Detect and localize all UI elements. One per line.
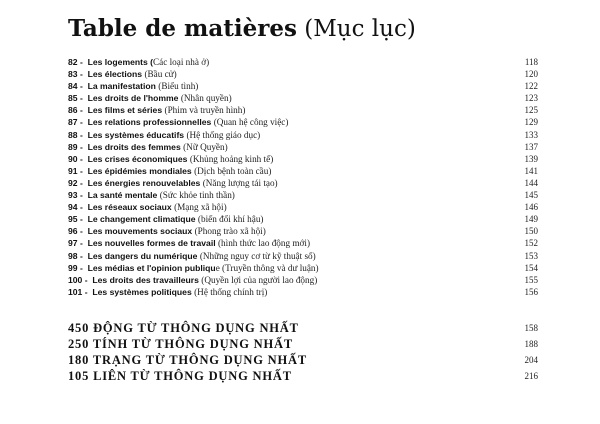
entry-title-vietnamese: e (Truyền thông và dư luận) — [215, 262, 319, 273]
section-page-number: 158 — [524, 323, 538, 333]
entry-title-vietnamese: (biến đổi khí hậu) — [197, 214, 264, 225]
toc-entry[interactable] — [68, 165, 538, 177]
entry-number: 85 - — [68, 93, 83, 104]
entry-page-number: 118 — [524, 57, 538, 67]
section-page-number: 216 — [524, 371, 538, 381]
entry-title-vietnamese: Các loại nhà ở) — [153, 57, 210, 67]
entry-number: 82 - — [68, 57, 83, 67]
entry-page-number: 156 — [524, 286, 538, 297]
entry-title-vietnamese: (hình thức lao động mới) — [218, 238, 311, 249]
entry-number: 89 - — [68, 141, 83, 152]
entry-number: 83 - — [68, 69, 83, 80]
toc-entry[interactable] — [68, 68, 538, 80]
entry-number: 99 - — [68, 262, 83, 273]
vocabulary-section-entry[interactable] — [68, 368, 538, 384]
entry-number: 95 - — [68, 214, 83, 225]
toc-entry[interactable] — [68, 225, 538, 237]
entry-number: 97 - — [68, 238, 83, 249]
entry-page-number: 152 — [524, 238, 538, 249]
entry-title-french: Le changement climatique — [87, 214, 196, 225]
entry-title-french: Les relations professionnelles — [87, 117, 212, 128]
toc-entry[interactable] — [68, 201, 538, 213]
toc-entry[interactable] — [68, 56, 538, 68]
section-label: 105 LIÊN TỪ THÔNG DỤNG NHẤT — [68, 369, 292, 383]
entry-title-vietnamese: (Hệ thống giáo dục) — [186, 129, 261, 140]
title-vietnamese: (Mục lục) — [304, 16, 416, 42]
entry-title-french: Les droits de l'homme — [87, 93, 179, 104]
toc-entry[interactable] — [68, 116, 538, 128]
entry-title-vietnamese: (Những nguy cơ từ kỹ thuật số) — [199, 250, 316, 261]
entry-number: 86 - — [68, 105, 83, 116]
entry-page-number: 144 — [524, 177, 538, 188]
entry-page-number: 120 — [524, 69, 538, 80]
entry-page-number: 133 — [524, 129, 538, 140]
entry-page-number: 129 — [524, 117, 538, 128]
entry-title-french: Les nouvelles formes de travail — [87, 238, 216, 249]
vocabulary-section-list — [68, 320, 538, 384]
entry-page-number: 150 — [524, 226, 538, 237]
entry-title-french: Les systèmes éducatifs — [87, 129, 185, 140]
entry-number: 91 - — [68, 165, 83, 176]
entry-number: 101 - — [68, 286, 88, 297]
entry-page-number: 155 — [524, 274, 538, 285]
entry-page-number: 125 — [524, 105, 538, 116]
toc-entry-list — [68, 56, 538, 298]
entry-title-vietnamese: (Khủng hoảng kinh tế) — [189, 153, 274, 164]
vocabulary-section-entry[interactable] — [68, 336, 538, 352]
section-label: 250 TÍNH TỪ THÔNG DỤNG NHẤT — [68, 337, 293, 351]
entry-page-number: 141 — [524, 165, 538, 176]
entry-title-vietnamese: (Biểu tình) — [158, 81, 199, 92]
entry-title-french: Les droits des travailleurs — [92, 274, 199, 285]
entry-number: 93 - — [68, 190, 83, 201]
vocabulary-section-entry[interactable] — [68, 320, 538, 336]
entry-title-vietnamese: (Hệ thống chính trị) — [194, 286, 268, 297]
section-page-number: 204 — [524, 355, 538, 365]
entry-number: 92 - — [68, 177, 83, 188]
entry-title-french: Les droits des femmes — [87, 141, 181, 152]
toc-entry[interactable] — [68, 153, 538, 165]
entry-page-number: 153 — [524, 250, 538, 261]
entry-page-number: 146 — [524, 202, 538, 213]
entry-title-vietnamese: (Phim và truyền hình) — [164, 105, 246, 116]
toc-entry[interactable] — [68, 141, 538, 153]
section-label: 180 TRẠNG TỪ THÔNG DỤNG NHẤT — [68, 353, 307, 367]
vocabulary-section-entry[interactable] — [68, 352, 538, 368]
toc-entry[interactable] — [68, 104, 538, 116]
section-page-number: 188 — [524, 339, 538, 349]
title-french: Table de matières — [68, 15, 297, 42]
entry-number: 87 - — [68, 117, 83, 128]
entry-title-french: Les énergies renouvelables — [87, 177, 201, 188]
entry-page-number: 154 — [524, 262, 538, 273]
entry-page-number: 137 — [524, 141, 538, 152]
entry-title-vietnamese: (Bầu cử) — [144, 69, 177, 80]
entry-title-vietnamese: (Nhân quyền) — [180, 93, 232, 104]
entry-title-vietnamese: (Phong trào xã hội) — [194, 226, 266, 237]
entry-number: 94 - — [68, 202, 83, 213]
entry-page-number: 123 — [524, 93, 538, 104]
entry-title-french: Les dangers du numérique — [87, 250, 198, 261]
entry-title-vietnamese: (Dịch bệnh toàn cầu) — [194, 165, 272, 176]
section-label: 450 ĐỘNG TỪ THÔNG DỤNG NHẤT — [68, 321, 299, 335]
entry-title-french: Les systèmes politiques — [92, 286, 192, 297]
entry-title-vietnamese: (Nữ Quyền) — [183, 141, 228, 152]
page-title — [68, 14, 416, 44]
entry-title-vietnamese: (Sức khỏe tinh thần) — [159, 190, 235, 201]
toc-entry[interactable] — [68, 262, 538, 274]
entry-title-vietnamese: (Quyền lợi của người lao động) — [201, 274, 318, 285]
entry-title-french: Les mouvements sociaux — [87, 226, 193, 237]
toc-entry[interactable] — [68, 274, 538, 286]
entry-title-french: Les réseaux sociaux — [87, 202, 172, 213]
entry-number: 84 - — [68, 81, 83, 92]
entry-number: 90 - — [68, 153, 83, 164]
entry-title-french: Les crises économiques — [87, 153, 188, 164]
toc-entry[interactable] — [68, 213, 538, 225]
entry-title-french: Les élections — [87, 69, 143, 80]
entry-title-vietnamese: (Năng lượng tái tạo) — [202, 177, 278, 188]
entry-title-french: La santé mentale — [87, 190, 158, 201]
toc-entry[interactable] — [68, 286, 538, 298]
toc-entry[interactable] — [68, 189, 538, 201]
entry-page-number: 122 — [524, 81, 538, 92]
toc-entry[interactable] — [68, 80, 538, 92]
entry-title-french: Les médias et l'opinion publiqu — [87, 262, 216, 273]
entry-title-vietnamese: (Mạng xã hội) — [174, 202, 227, 213]
entry-title-vietnamese: (Quan hệ công việc) — [213, 117, 289, 128]
entry-number: 98 - — [68, 250, 83, 261]
entry-number: 100 - — [68, 274, 88, 285]
toc-entry[interactable] — [68, 237, 538, 249]
entry-title-french: Les films et séries — [87, 105, 163, 116]
toc-entry[interactable] — [68, 129, 538, 141]
entry-page-number: 149 — [524, 214, 538, 225]
toc-entry[interactable] — [68, 92, 538, 104]
toc-entry[interactable] — [68, 177, 538, 189]
entry-title-french: Les logements ( — [87, 57, 154, 67]
entry-title-french: Les épidémies mondiales — [87, 165, 192, 176]
entry-page-number: 139 — [524, 153, 538, 164]
entry-title-french: La manifestation — [87, 81, 156, 92]
entry-page-number: 145 — [524, 190, 538, 201]
entry-number: 88 - — [68, 129, 83, 140]
entry-number: 96 - — [68, 226, 83, 237]
toc-entry[interactable] — [68, 250, 538, 262]
